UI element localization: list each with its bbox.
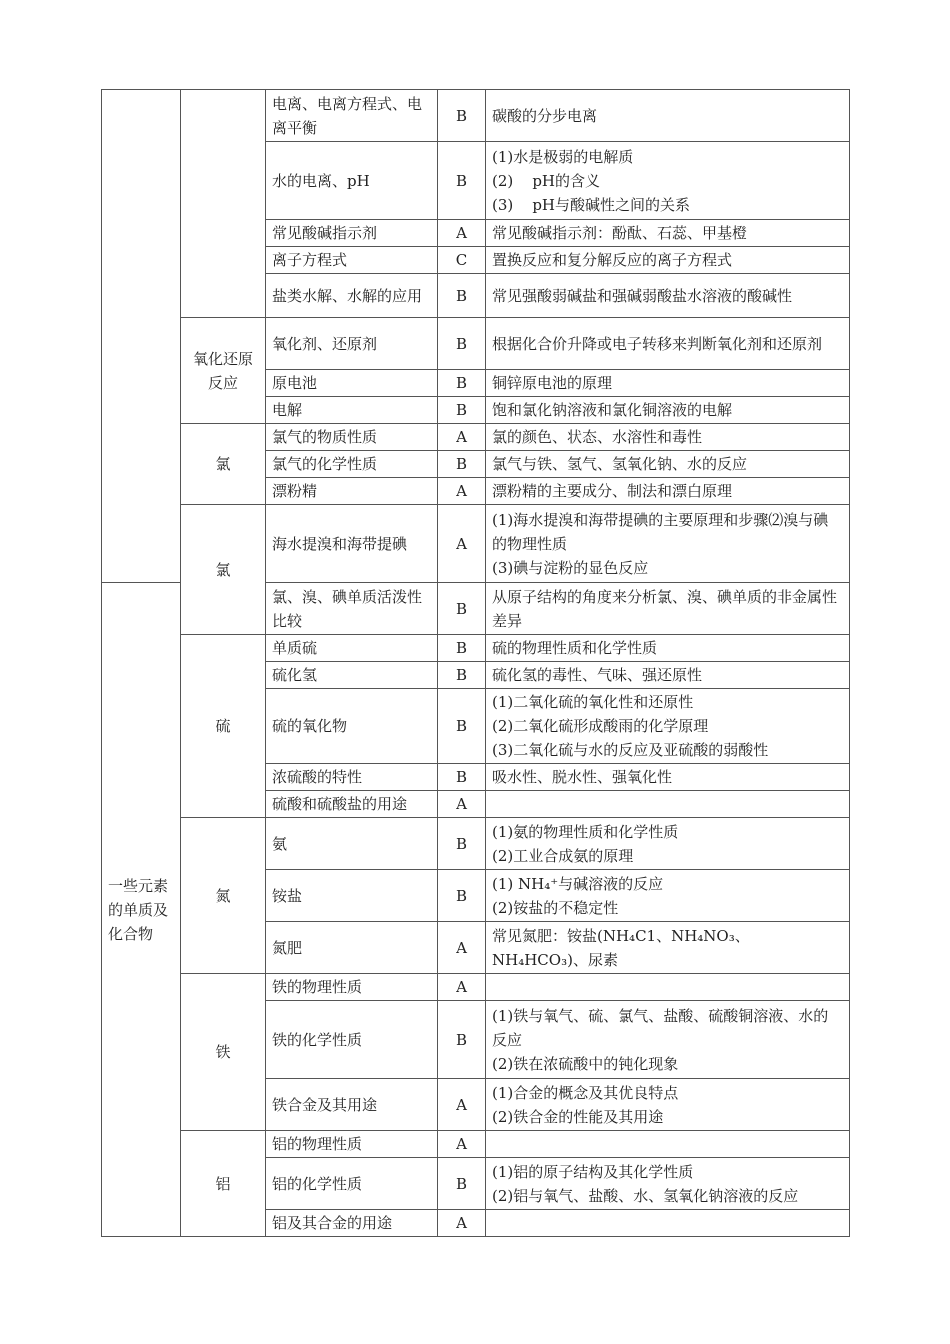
level-cell: B xyxy=(438,764,486,791)
requirement-cell xyxy=(486,451,850,478)
subgroup-cell: 铝 xyxy=(181,1131,266,1237)
requirement-cell xyxy=(486,505,850,583)
requirement-line: (2)铵盐的不稳定性 xyxy=(492,898,619,917)
topic-cell: 铁的物理性质 xyxy=(266,974,438,1001)
topic-cell: 离子方程式 xyxy=(266,247,438,274)
requirement-line: 常见酸碱指示剂：酚酞、石蕊、甲基橙 xyxy=(492,224,748,242)
requirement-cell xyxy=(486,274,850,318)
level-cell: B xyxy=(438,870,486,922)
level-cell: A xyxy=(438,220,486,247)
requirement-cell xyxy=(486,974,850,1001)
requirement-line: (2)铝与氧气、盐酸、水、氢氧化钠溶液的反应 xyxy=(492,1186,799,1205)
topic-cell: 单质硫 xyxy=(266,635,438,662)
requirement-line: 氯的颜色、状态、水溶性和毒性 xyxy=(492,428,703,446)
requirement-cell xyxy=(486,1158,850,1210)
level-cell: B xyxy=(438,583,486,635)
requirement-cell xyxy=(486,922,850,974)
topic-cell: 电解 xyxy=(266,397,438,424)
topic-cell: 铝及其合金的用途 xyxy=(266,1210,438,1237)
level-cell: B xyxy=(438,635,486,662)
level-cell: B xyxy=(438,818,486,870)
subgroup-cell: 氯 xyxy=(181,505,266,635)
requirement-line: (1) NH₄⁺与碱溶液的反应 xyxy=(492,874,664,893)
table-row xyxy=(102,505,850,583)
requirement-line: (3)二氧化硫与水的反应及亚硫酸的弱酸性 xyxy=(492,741,769,759)
requirement-line: 漂粉精的主要成分、制法和漂白原理 xyxy=(492,482,733,500)
table-row xyxy=(102,1131,850,1158)
topic-cell: 硫化氢 xyxy=(266,662,438,689)
topic-cell: 电离、电离方程式、电离平衡 xyxy=(266,90,438,142)
syllabus-table-body xyxy=(102,90,850,1237)
requirement-line: (2) pH的含义 xyxy=(492,171,601,190)
requirement-line: 常见氮肥：铵盐(NH₄C1、NH₄NO₃、NH₄HCO₃)、尿素 xyxy=(492,926,750,969)
topic-cell: 铝的化学性质 xyxy=(266,1158,438,1210)
requirement-line: (1)铁与氧气、硫、氯气、盐酸、硫酸铜溶液、水的反应 xyxy=(492,1006,829,1049)
table-row xyxy=(102,818,850,870)
requirement-cell xyxy=(486,220,850,247)
level-cell: B xyxy=(438,1158,486,1210)
requirement-line: (2)二氧化硫形成酸雨的化学原理 xyxy=(492,717,709,735)
topic-cell: 常见酸碱指示剂 xyxy=(266,220,438,247)
subgroup-cell: 铁 xyxy=(181,974,266,1131)
requirement-cell xyxy=(486,870,850,922)
requirement-line: 硫的物理性质和化学性质 xyxy=(492,639,658,657)
topic-cell: 原电池 xyxy=(266,370,438,397)
subgroup-cell: 硫 xyxy=(181,635,266,818)
level-cell: B xyxy=(438,370,486,397)
requirement-line: (1)合金的概念及其优良特点 xyxy=(492,1083,679,1102)
requirement-line: 硫化氢的毒性、气味、强还原性 xyxy=(492,666,703,684)
table-row xyxy=(102,424,850,451)
topic-cell: 海水提溴和海带提碘 xyxy=(266,505,438,583)
level-cell: A xyxy=(438,1210,486,1237)
requirement-cell xyxy=(486,1001,850,1079)
requirement-cell xyxy=(486,689,850,764)
topic-cell: 盐类水解、水解的应用 xyxy=(266,274,438,318)
requirement-cell xyxy=(486,142,850,220)
requirement-cell xyxy=(486,397,850,424)
topic-cell: 铁的化学性质 xyxy=(266,1001,438,1079)
table-row xyxy=(102,318,850,370)
level-cell: B xyxy=(438,90,486,142)
topic-cell: 氯气的化学性质 xyxy=(266,451,438,478)
requirement-line: (3)碘与淀粉的显色反应 xyxy=(492,558,649,577)
requirement-cell xyxy=(486,318,850,370)
level-cell: A xyxy=(438,505,486,583)
topic-cell: 水的电离、pH xyxy=(266,142,438,220)
requirement-line: (2)铁在浓硫酸中的钝化现象 xyxy=(492,1054,679,1073)
requirement-cell xyxy=(486,764,850,791)
requirement-line: 从原子结构的角度来分析氯、溴、碘单质的非金属性差异 xyxy=(492,587,838,630)
requirement-line: (1)海水提溴和海带提碘的主要原理和步骤⑵溴与碘的物理性质 xyxy=(492,510,829,553)
table-row xyxy=(102,974,850,1001)
requirement-line: 常见强酸弱碱盐和强碱弱酸盐水溶液的酸碱性 xyxy=(492,286,793,305)
level-cell: B xyxy=(438,689,486,764)
requirement-cell xyxy=(486,90,850,142)
level-cell: B xyxy=(438,318,486,370)
requirement-line: (1)水是极弱的电解质 xyxy=(492,147,634,166)
level-cell: A xyxy=(438,1131,486,1158)
subgroup-cell: 氮 xyxy=(181,818,266,974)
subgroup-cell: 氯 xyxy=(181,424,266,505)
level-cell: B xyxy=(438,274,486,318)
syllabus-table xyxy=(101,89,850,1237)
topic-cell: 氯、溴、碘单质活泼性比较 xyxy=(266,583,438,635)
level-cell: A xyxy=(438,791,486,818)
level-cell: A xyxy=(438,1079,486,1131)
subgroup-cell: 氧化还原反应 xyxy=(181,318,266,424)
topic-cell: 氮肥 xyxy=(266,922,438,974)
level-cell: A xyxy=(438,922,486,974)
level-cell: A xyxy=(438,424,486,451)
level-cell: C xyxy=(438,247,486,274)
requirement-line: 置换反应和复分解反应的离子方程式 xyxy=(492,251,733,269)
topic-cell: 硫的氧化物 xyxy=(266,689,438,764)
requirement-line: (1)二氧化硫的氧化性和还原性 xyxy=(492,693,694,711)
level-cell: A xyxy=(438,974,486,1001)
requirement-cell xyxy=(486,635,850,662)
subgroup-cell xyxy=(181,90,266,318)
requirement-cell xyxy=(486,1131,850,1158)
requirement-cell xyxy=(486,1210,850,1237)
requirement-line: (1)铝的原子结构及其化学性质 xyxy=(492,1162,694,1181)
requirement-cell xyxy=(486,1079,850,1131)
topic-cell: 浓硫酸的特性 xyxy=(266,764,438,791)
table-row xyxy=(102,635,850,662)
requirement-cell xyxy=(486,424,850,451)
group-cell xyxy=(102,90,181,583)
table-row xyxy=(102,90,850,142)
requirement-line: (2)铁合金的性能及其用途 xyxy=(492,1107,664,1126)
topic-cell: 铵盐 xyxy=(266,870,438,922)
level-cell: B xyxy=(438,397,486,424)
topic-cell: 硫酸和硫酸盐的用途 xyxy=(266,791,438,818)
topic-cell: 铁合金及其用途 xyxy=(266,1079,438,1131)
requirement-cell xyxy=(486,247,850,274)
requirement-line: 根据化合价升降或电子转移来判断氧化剂和还原剂 xyxy=(492,334,823,353)
requirement-cell xyxy=(486,818,850,870)
requirement-cell xyxy=(486,583,850,635)
level-cell: B xyxy=(438,1001,486,1079)
level-cell: B xyxy=(438,662,486,689)
topic-cell: 铝的物理性质 xyxy=(266,1131,438,1158)
requirement-cell xyxy=(486,478,850,505)
topic-cell: 漂粉精 xyxy=(266,478,438,505)
level-cell: B xyxy=(438,451,486,478)
requirement-line: (3) pH与酸碱性之间的关系 xyxy=(492,195,691,214)
requirement-line: 氯气与铁、氢气、氢氧化钠、水的反应 xyxy=(492,455,748,473)
requirement-line: 吸水性、脱水性、强氧化性 xyxy=(492,768,673,786)
requirement-line: 碳酸的分步电离 xyxy=(492,106,598,125)
group-cell: 一些元素的单质及化合物 xyxy=(102,583,181,1237)
requirement-cell xyxy=(486,370,850,397)
topic-cell: 氧化剂、还原剂 xyxy=(266,318,438,370)
requirement-cell xyxy=(486,662,850,689)
level-cell: A xyxy=(438,478,486,505)
topic-cell: 氨 xyxy=(266,818,438,870)
requirement-line: (1)氨的物理性质和化学性质 xyxy=(492,822,679,841)
requirement-line: 铜锌原电池的原理 xyxy=(492,374,613,392)
requirement-line: 饱和氯化钠溶液和氯化铜溶液的电解 xyxy=(492,401,733,419)
requirement-cell xyxy=(486,791,850,818)
topic-cell: 氯气的物质性质 xyxy=(266,424,438,451)
requirement-line: (2)工业合成氨的原理 xyxy=(492,846,634,865)
level-cell: B xyxy=(438,142,486,220)
